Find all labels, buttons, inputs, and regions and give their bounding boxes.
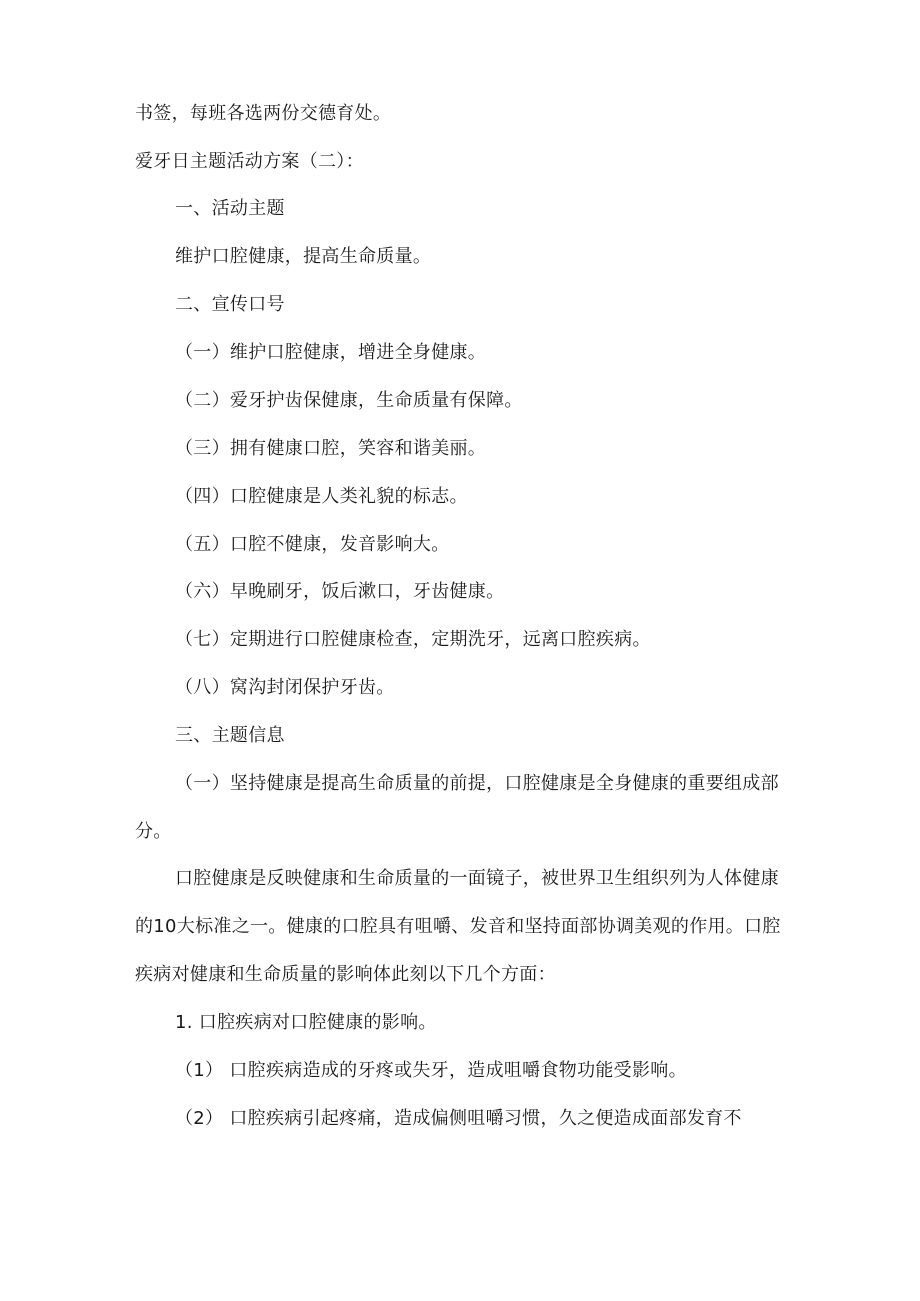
text-line: 维护口腔健康，提高生命质量。 (175, 246, 432, 267)
heading: 一、活动主题 (175, 198, 285, 219)
list-item: （三）拥有健康口腔，笑容和谐美丽。 (175, 438, 487, 459)
text-line: 的10大标准之一。健康的口腔具有咀嚼、发音和坚持面部协调美观的作用。口腔 (135, 916, 781, 937)
list-item: （2） 口腔疾病引起疼痛，造成偏侧咀嚼习惯，久之便造成面部发育不 (175, 1108, 742, 1129)
text-line: 分。 (135, 821, 172, 842)
text-line: 口腔健康是反映健康和生命质量的一面镜子，被世界卫生组织列为人体健康 (175, 868, 779, 889)
list-item: （二）爱牙护齿保健康，生命质量有保障。 (175, 390, 523, 411)
list-item: （一）维护口腔健康，增进全身健康。 (175, 342, 487, 363)
list-item: （八）窝沟封闭保护牙齿。 (175, 677, 395, 698)
list-item: 1. 口腔疾病对口腔健康的影响。 (175, 1012, 437, 1033)
list-item: （七）定期进行口腔健康检查，定期洗牙，远离口腔疾病。 (175, 629, 651, 650)
section-title: 爱牙日主题活动方案（二）： (135, 151, 364, 172)
text-line: （一）坚持健康是提高生命质量的前提，口腔健康是全身健康的重要组成部 (175, 773, 779, 794)
heading: 二、宣传口号 (175, 294, 285, 315)
list-item: （六）早晚刷牙，饭后漱口，牙齿健康。 (175, 581, 505, 602)
list-item: （1） 口腔疾病造成的牙疼或失牙，造成咀嚼食物功能受影响。 (175, 1060, 687, 1081)
heading: 三、主题信息 (175, 725, 285, 746)
list-item: （四）口腔健康是人类礼貌的标志。 (175, 486, 468, 507)
text-line: 书签，每班各选两份交德育处。 (135, 103, 392, 124)
list-item: （五）口腔不健康，发音影响大。 (175, 534, 450, 555)
text-line: 疾病对健康和生命质量的影响体此刻以下几个方面： (135, 964, 556, 985)
